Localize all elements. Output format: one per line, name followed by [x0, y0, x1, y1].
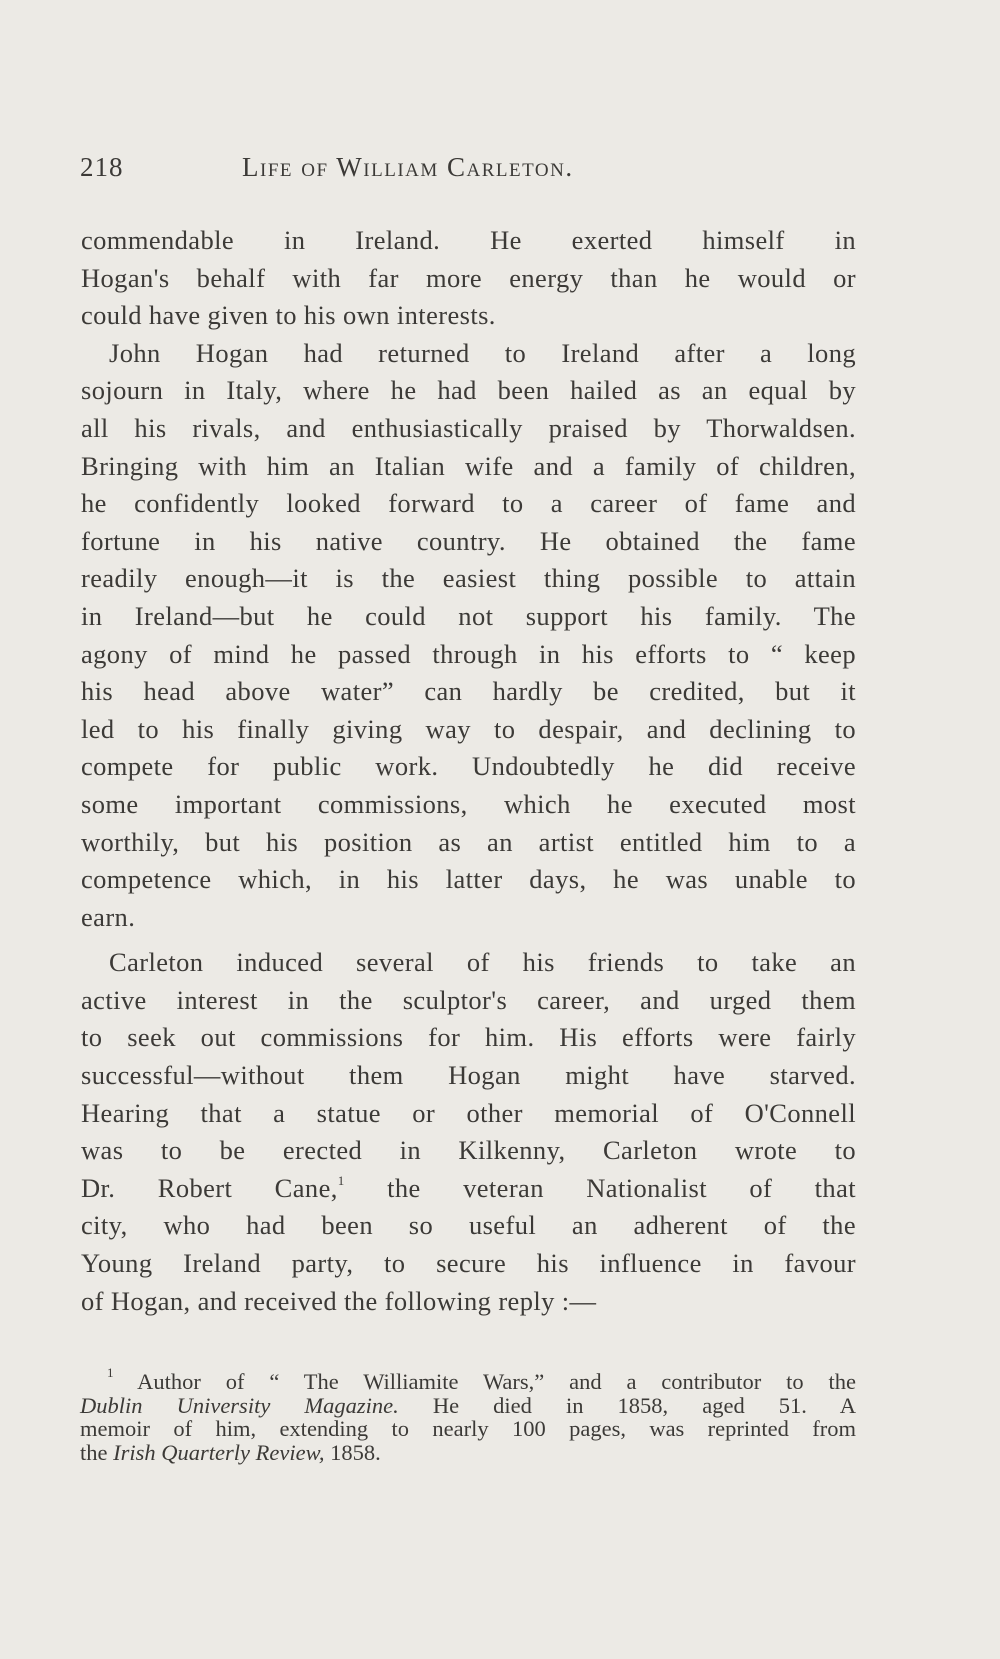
footnote-text: 1858. — [330, 1439, 381, 1465]
journal-title: Irish Quarterly Review, — [113, 1439, 325, 1465]
text-line: some important commissions, which he executed most — [81, 788, 856, 819]
text-line: Young Ireland party, to secure his influence in favour — [81, 1248, 856, 1279]
page-number: 218 — [80, 152, 124, 182]
footnote — [80, 1365, 856, 1465]
text-line: fortune in his native country. He obtained the fame — [81, 525, 856, 556]
text-line: active interest in the sculptor's career, and urged them — [81, 984, 856, 1015]
paragraph-first-line: John Hogan had returned to Ireland after a long — [109, 337, 856, 368]
text-line: he confidently looked forward to a career of fame and — [81, 488, 856, 519]
text-line: all his rivals, and enthusiastically praised by Thorwaldsen. — [81, 412, 856, 443]
text-line: Hearing that a statue or other memorial of O'Connell — [81, 1097, 856, 1128]
running-header — [80, 152, 860, 192]
text-line: his head above water” can hardly be credited, but it — [81, 676, 856, 707]
journal-title: Dublin University Magazine. — [80, 1392, 399, 1418]
footnote-text: Author of “ The Williamite Wars,” and a contributor to the — [137, 1369, 856, 1394]
footnote-line — [80, 1365, 856, 1394]
text-line: was to be erected in Kilkenny, Carleton wrote to — [81, 1135, 856, 1166]
running-title: Life of William Carleton. — [242, 152, 574, 182]
text-line: agony of mind he passed through in his efforts to “ keep — [81, 638, 856, 669]
text-line: earn. — [81, 901, 136, 932]
footnote-text: He died in 1858, aged 51. A — [432, 1392, 856, 1418]
footnote-line — [80, 1394, 856, 1418]
text-line: competence which, in his latter days, he was unable to — [81, 864, 856, 895]
text-line: could have given to his own interests. — [81, 300, 496, 331]
footnote-line: memoir of him, extending to nearly 100 pages, was reprinted from — [80, 1416, 856, 1441]
body-text — [81, 222, 856, 1320]
text-line: Hogan's behalf with far more energy than he would or — [81, 262, 856, 293]
text-line: worthily, but his position as an artist entitled him to a — [81, 826, 856, 857]
text-line: led to his finally giving way to despair, and declining to — [81, 713, 856, 744]
footnote-text: the — [80, 1439, 108, 1465]
text-line: in Ireland—but he could not support his family. The — [81, 600, 856, 631]
text-line: readily enough—it is the easiest thing possible to attain — [81, 563, 856, 594]
text-line-with-footnote — [81, 1170, 856, 1208]
footnote-reference: 1 — [337, 1172, 345, 1188]
text-segment: Dr. Robert Cane, — [81, 1172, 338, 1203]
text-line: successful—without them Hogan might have starved. — [81, 1060, 856, 1091]
text-line: of Hogan, and received the following reply :— — [81, 1285, 597, 1316]
text-line: to seek out commissions for him. His efforts were fairly — [81, 1022, 856, 1053]
paragraph-first-line: Carleton induced several of his friends to take an — [109, 947, 856, 978]
text-segment: the veteran Nationalist of that — [387, 1172, 856, 1203]
text-line: sojourn in Italy, where he had been hailed as an equal by — [81, 375, 856, 406]
footnote-line — [80, 1441, 856, 1465]
text-line: city, who had been so useful an adherent of the — [81, 1210, 856, 1241]
footnote-marker: 1 — [107, 1365, 114, 1380]
text-line: commendable in Ireland. He exerted himself in — [81, 225, 856, 255]
text-line: compete for public work. Undoubtedly he did receive — [81, 751, 856, 782]
text-line: Bringing with him an Italian wife and a family of children, — [81, 450, 856, 481]
